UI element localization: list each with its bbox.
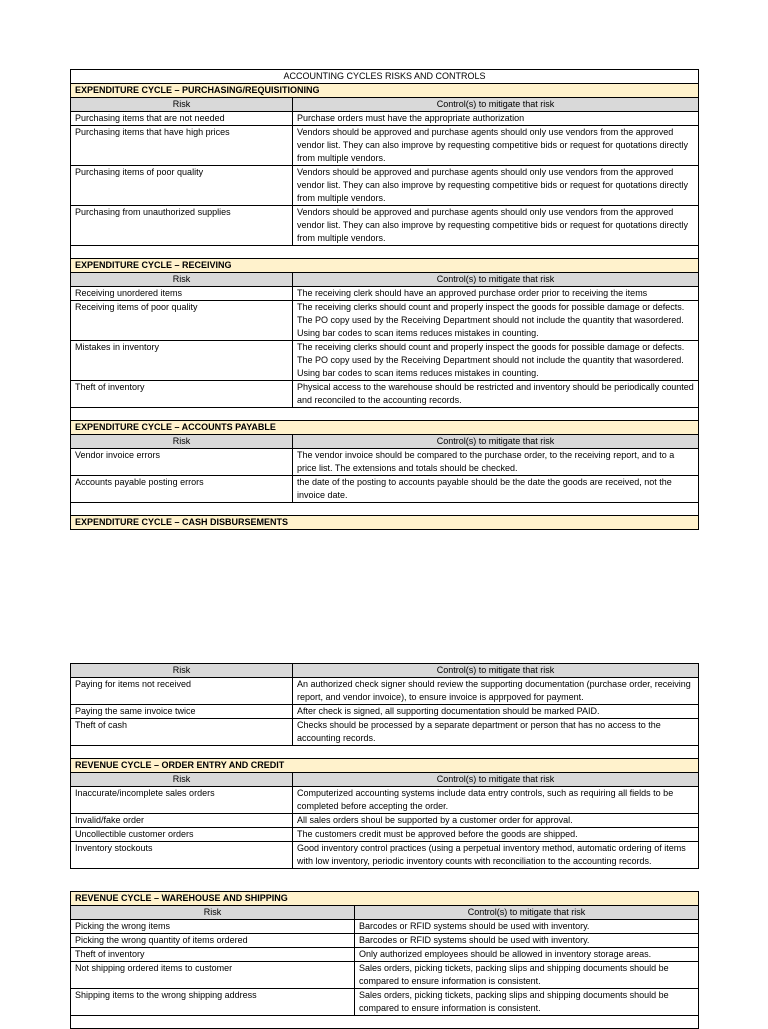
page-2-shipping-table (70, 891, 699, 1029)
table-row (71, 381, 699, 408)
control-cell: All sales orders shoul be supported by a customer order for approval. (293, 814, 699, 828)
table-row (71, 787, 699, 814)
risk-column-header: Risk (71, 98, 293, 112)
risk-column-header: Risk (71, 773, 293, 787)
risk-cell: Purchasing from unauthorized supplies (71, 206, 293, 246)
control-cell: After check is signed, all supporting documentation should be marked PAID. (293, 705, 699, 719)
table-row (71, 719, 699, 746)
table-row (71, 301, 699, 341)
control-cell: An authorized check signer should review the supporting documentation (purchase order, receiving report, and vendor invoice), to ensure invoice is apprpoved for payment. (293, 678, 699, 705)
risk-column-header: Risk (71, 435, 293, 449)
column-header-row (71, 98, 699, 112)
table-row (71, 705, 699, 719)
risk-cell: Inventory stockouts (71, 842, 293, 869)
risk-cell: Purchasing items of poor quality (71, 166, 293, 206)
control-cell: The receiving clerks should count and properly inspect the goods for possible damage or defects. The PO copy used by the Receiving Department should not include the quantity that wasordered. Using bar codes to scan items reduces mistakes in counting. (293, 341, 699, 381)
column-header-row (71, 773, 699, 787)
table-row (71, 962, 699, 989)
risk-column-header: Risk (71, 273, 293, 287)
column-header-row (71, 664, 699, 678)
control-cell: Vendors should be approved and purchase agents should only use vendors from the approved vendor list. They can also improve by requesting competitive bids or request for quotations directly from multiple vendors. (293, 126, 699, 166)
table-row (71, 476, 699, 503)
control-cell: the date of the posting to accounts payable should be the date the goods are received, not the invoice date. (293, 476, 699, 503)
column-header-row (71, 435, 699, 449)
risk-cell: Shipping items to the wrong shipping address (71, 989, 355, 1016)
risk-cell: Purchasing items that have high prices (71, 126, 293, 166)
section-heading-row (71, 421, 699, 435)
section-heading-row (71, 84, 699, 98)
risk-cell: Mistakes in inventory (71, 341, 293, 381)
control-column-header: Control(s) to mitigate that risk (355, 906, 699, 920)
document-title-row (71, 70, 699, 84)
control-cell: The receiving clerk should have an approved purchase order prior to receiving the items (293, 287, 699, 301)
risk-cell: Vendor invoice errors (71, 449, 293, 476)
control-cell: Computerized accounting systems include data entry controls, such as requiring all fields to be completed before accepting the order. (293, 787, 699, 814)
spacer-row (71, 746, 699, 759)
section-heading: EXPENDITURE CYCLE – ACCOUNTS PAYABLE (71, 421, 699, 435)
section-heading-row (71, 259, 699, 273)
table-row (71, 449, 699, 476)
risk-cell: Receiving items of poor quality (71, 301, 293, 341)
risk-column-header: Risk (71, 906, 355, 920)
control-cell: Barcodes or RFID systems should be used with inventory. (355, 920, 699, 934)
table-row (71, 948, 699, 962)
section-heading: EXPENDITURE CYCLE – PURCHASING/REQUISITIONING (71, 84, 699, 98)
risk-cell: Not shipping ordered items to customer (71, 962, 355, 989)
risk-cell: Accounts payable posting errors (71, 476, 293, 503)
section-heading-row (71, 516, 699, 530)
spacer-row (71, 1016, 699, 1029)
control-cell: Barcodes or RFID systems should be used with inventory. (355, 934, 699, 948)
table-row (71, 341, 699, 381)
table-row (71, 287, 699, 301)
control-cell: Good inventory control practices (using a perpetual inventory method, automatic ordering of items with low inventory, periodic inventory counts with reconciliation to the accounting records. (293, 842, 699, 869)
table-row (71, 166, 699, 206)
control-cell: The receiving clerks should count and properly inspect the goods for possible damage or defects. The PO copy used by the Receiving Department should not include the quantity that wasordered. Using bar codes to scan items reduces mistakes in counting. (293, 301, 699, 341)
control-cell: Sales orders, picking tickets, packing slips and shipping documents should be compared to ensure information is consistent. (355, 962, 699, 989)
risk-cell: Picking the wrong items (71, 920, 355, 934)
table-row (71, 989, 699, 1016)
risk-cell: Picking the wrong quantity of items ordered (71, 934, 355, 948)
table-row (71, 678, 699, 705)
table-row (71, 828, 699, 842)
control-cell: Physical access to the warehouse should be restricted and inventory should be periodically counted and reconciled to the accounting records. (293, 381, 699, 408)
control-cell: Purchase orders must have the appropriate authorization (293, 112, 699, 126)
risk-cell: Purchasing items that are not needed (71, 112, 293, 126)
column-header-row (71, 273, 699, 287)
risk-cell: Paying for items not received (71, 678, 293, 705)
section-heading: EXPENDITURE CYCLE – RECEIVING (71, 259, 699, 273)
control-column-header: Control(s) to mitigate that risk (293, 435, 699, 449)
spacer-cell (71, 408, 699, 421)
section-heading-row (71, 759, 699, 773)
table-row (71, 842, 699, 869)
control-column-header: Control(s) to mitigate that risk (293, 773, 699, 787)
spacer-cell (71, 246, 699, 259)
spacer-row (71, 246, 699, 259)
control-cell: Only authorized employees should be allowed in inventory storage areas. (355, 948, 699, 962)
risk-cell: Receiving unordered items (71, 287, 293, 301)
section-heading: REVENUE CYCLE – WAREHOUSE AND SHIPPING (71, 892, 699, 906)
section-heading: EXPENDITURE CYCLE – CASH DISBURSEMENTS (71, 516, 699, 530)
risk-cell: Theft of inventory (71, 381, 293, 408)
table-row (71, 920, 699, 934)
risk-cell: Invalid/fake order (71, 814, 293, 828)
control-cell: Checks should be processed by a separate department or person that has no access to the accounting records. (293, 719, 699, 746)
page-1-table (70, 69, 699, 530)
spacer-row (71, 503, 699, 516)
table-row (71, 206, 699, 246)
table-row (71, 814, 699, 828)
document-title: ACCOUNTING CYCLES RISKS AND CONTROLS (71, 70, 699, 84)
risk-cell: Theft of inventory (71, 948, 355, 962)
control-column-header: Control(s) to mitigate that risk (293, 664, 699, 678)
table-row (71, 112, 699, 126)
control-cell: Vendors should be approved and purchase agents should only use vendors from the approved vendor list. They can also improve by requesting competitive bids or request for quotations directly from multiple vendors. (293, 206, 699, 246)
risk-cell: Inaccurate/incomplete sales orders (71, 787, 293, 814)
spacer-cell (71, 503, 699, 516)
control-cell: Sales orders, picking tickets, packing slips and shipping documents should be compared to ensure information is consistent. (355, 989, 699, 1016)
column-header-row (71, 906, 699, 920)
section-heading-row (71, 892, 699, 906)
risk-cell: Uncollectible customer orders (71, 828, 293, 842)
risk-column-header: Risk (71, 664, 293, 678)
section-heading: REVENUE CYCLE – ORDER ENTRY AND CREDIT (71, 759, 699, 773)
risk-cell: Theft of cash (71, 719, 293, 746)
control-column-header: Control(s) to mitigate that risk (293, 98, 699, 112)
control-cell: Vendors should be approved and purchase agents should only use vendors from the approved vendor list. They can also improve by requesting competitive bids or request for quotations directly from multiple vendors. (293, 166, 699, 206)
page-2-table (70, 663, 699, 869)
control-cell: The customers credit must be approved before the goods are shipped. (293, 828, 699, 842)
table-row (71, 934, 699, 948)
spacer-cell (71, 746, 699, 759)
spacer-cell (71, 1016, 699, 1029)
risk-cell: Paying the same invoice twice (71, 705, 293, 719)
control-column-header: Control(s) to mitigate that risk (293, 273, 699, 287)
control-cell: The vendor invoice should be compared to the purchase order, to the receiving report, and to a price list. The extensions and totals should be checked. (293, 449, 699, 476)
spacer-row (71, 408, 699, 421)
table-row (71, 126, 699, 166)
